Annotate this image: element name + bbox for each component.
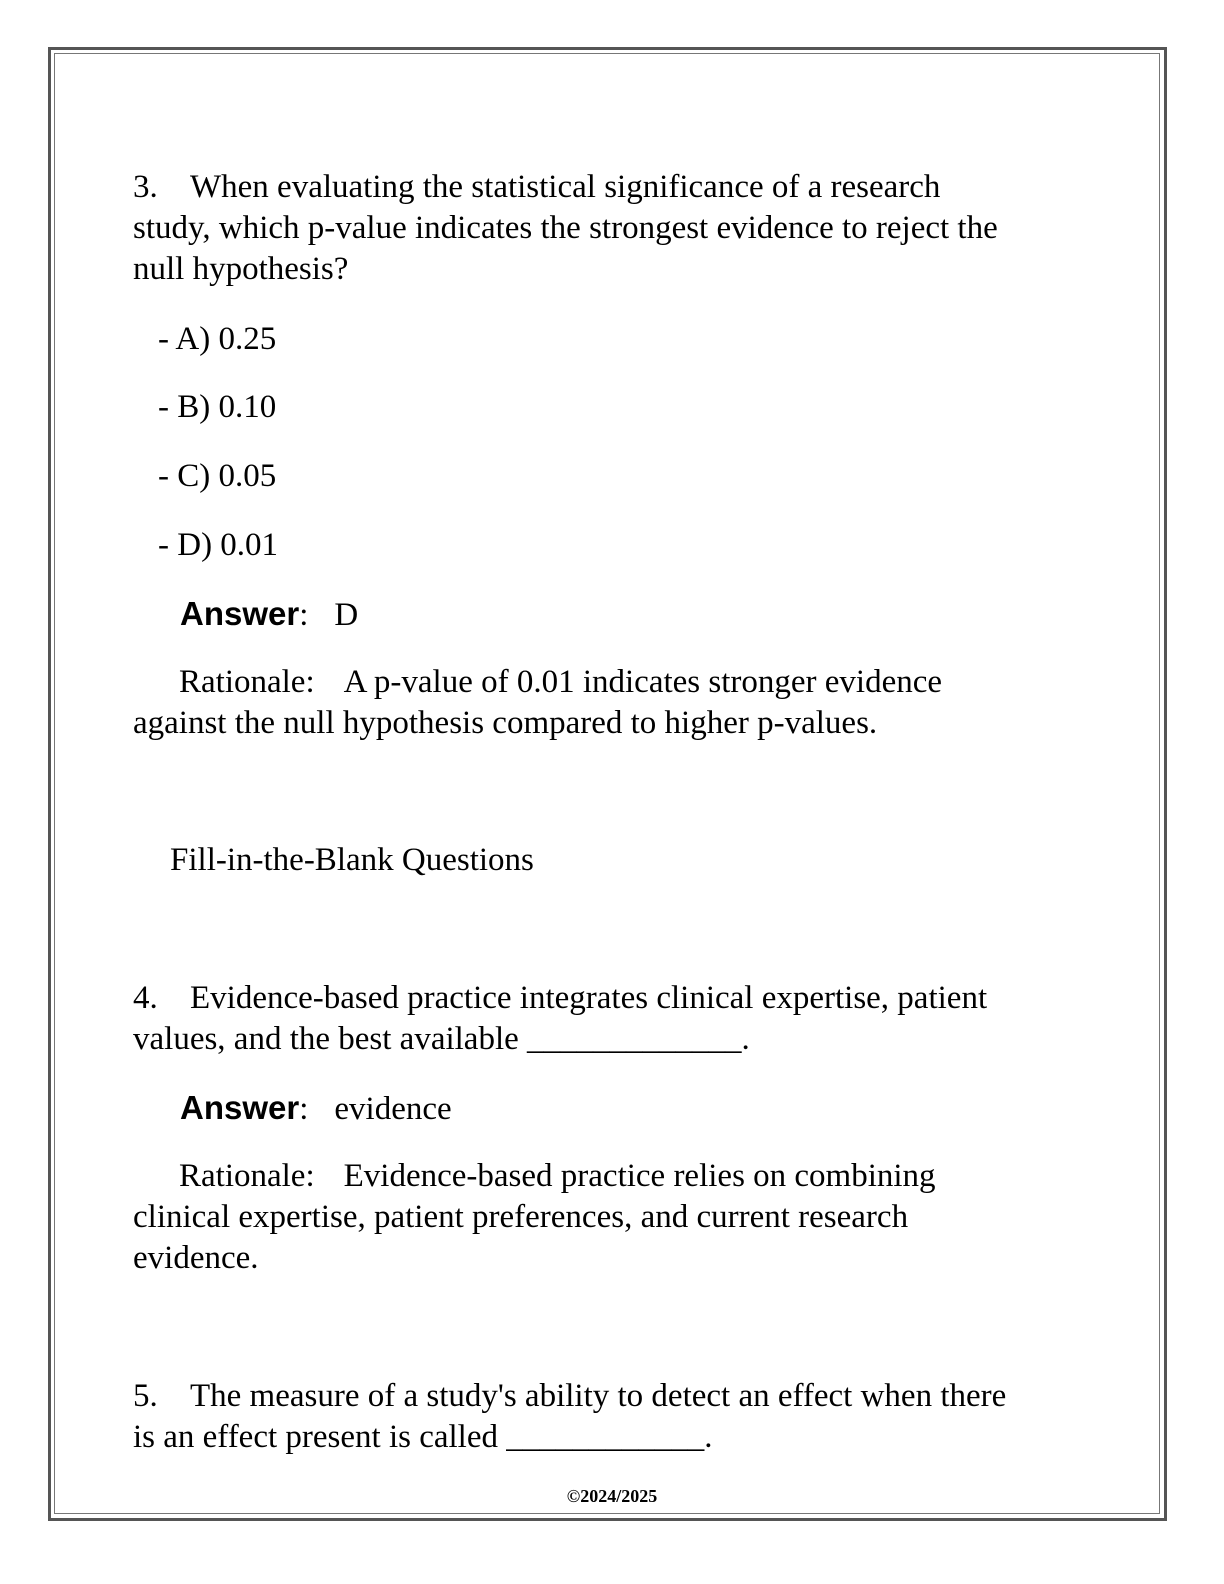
question-5-line-1: 5. The measure of a study's ability to detect an effect when there [133,1376,1006,1417]
rationale-3-line-2: against the null hypothesis compared to higher p-values. [133,705,878,741]
rationale-4-line-2: clinical expertise, patient preferences, and current research [133,1199,909,1235]
rationale-3-line-1: Rationale: A p-value of 0.01 indicates stronger evidence [179,664,943,700]
rationale-4 [133,1156,936,1279]
question-4 [133,978,987,1060]
rationale-4-line-3: evidence. [133,1240,259,1276]
question-3-number: 3. [133,169,158,205]
question-4-number: 4. [133,980,158,1016]
question-5-number: 5. [133,1378,158,1414]
answer-3-label: Answer [180,595,300,632]
question-3-line-3: null hypothesis? [133,251,349,287]
question-3-line-2: study, which p-value indicates the strongest evidence to reject the [133,210,998,246]
option-c: - C) 0.05 [158,458,277,494]
answer-4-label: Answer [180,1089,300,1126]
answer-3-value: D [334,597,359,633]
copyright-footer: ©2024/2025 [566,1486,658,1506]
question-3 [133,167,998,290]
option-d: - D) 0.01 [158,527,279,563]
answer-4-value: evidence [334,1091,452,1127]
answer-4: Answer: evidence [180,1089,452,1127]
option-a: - A) 0.25 [158,321,277,357]
rationale-3-label: Rationale: [179,664,315,700]
section-heading: Fill-in-the-Blank Questions [170,842,534,878]
question-5 [133,1376,1006,1458]
question-5-line-2: is an effect present is called ____________. [133,1419,713,1455]
question-4-line-2: values, and the best available _____________. [133,1021,750,1057]
rationale-4-label: Rationale: [179,1158,315,1194]
rationale-3 [133,662,942,744]
option-b: - B) 0.10 [158,389,277,425]
question-4-line-1: 4. Evidence-based practice integrates clinical expertise, patient [133,978,987,1019]
rationale-4-line-1: Rationale: Evidence-based practice relies on combining [179,1158,936,1194]
question-3-line-1: 3. When evaluating the statistical significance of a research [133,167,998,208]
answer-3: Answer: D [180,595,359,633]
